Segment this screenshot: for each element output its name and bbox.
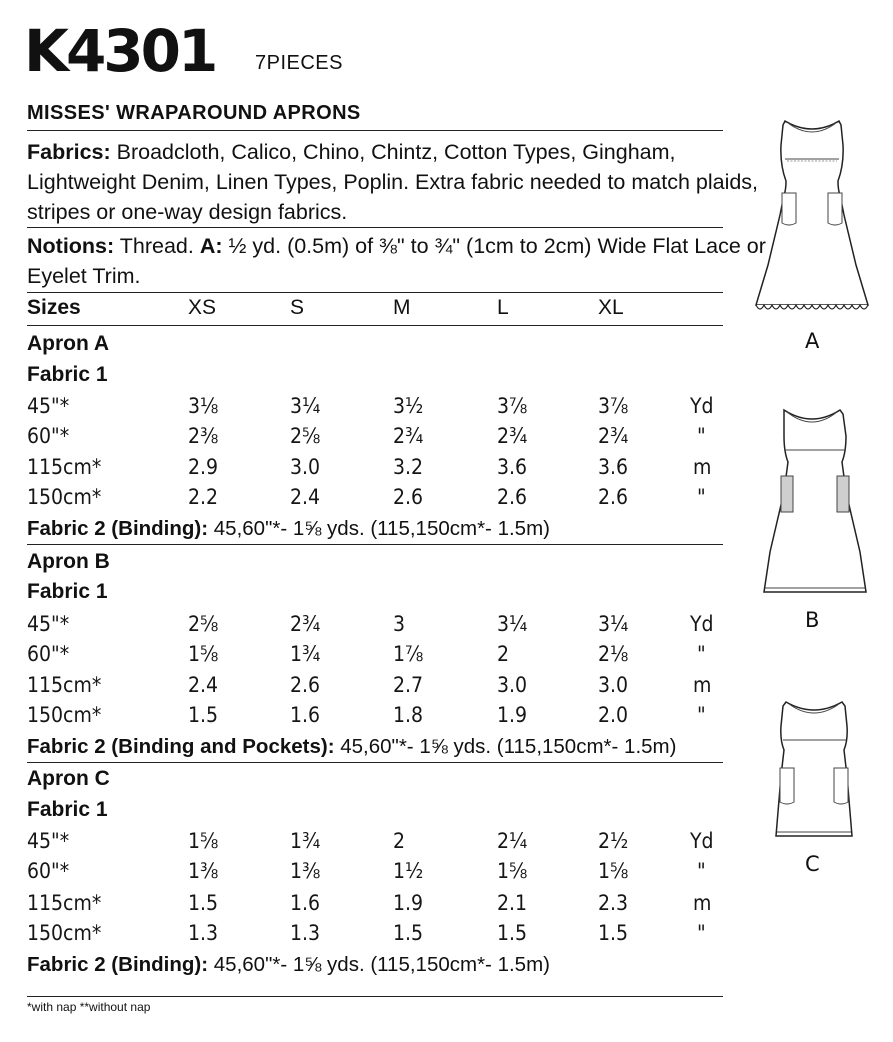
row-width: 45"* [27, 612, 70, 636]
fabrics-line-2: Lightweight Denim, Linen Types, Poplin. Extra fabric needed to match plaids, [27, 170, 759, 194]
footnote: *with nap **without nap [27, 1000, 151, 1014]
size-col-xl: XL [598, 296, 624, 319]
row-width: 150cm* [27, 485, 102, 509]
unit: " [697, 921, 706, 945]
cell: 3¼ [290, 394, 321, 418]
divider [27, 762, 723, 763]
apron-b-fabric2 [27, 732, 676, 762]
divider [27, 325, 723, 326]
divider [27, 130, 723, 131]
cell: 2¼ [497, 829, 528, 853]
size-col-l: L [497, 296, 509, 319]
cell: 3 [393, 612, 406, 636]
row-width: 45"* [27, 394, 70, 418]
cell: 3½ [393, 394, 424, 418]
cell: 1.9 [497, 703, 528, 727]
fabric2-text: 45,60"*- 1⅝ yds. (115,150cm*- 1.5m) [334, 735, 677, 758]
fabric2-label: Fabric 2 (Binding): [27, 517, 209, 540]
cell: 2⅝ [188, 612, 219, 636]
unit: Yd [690, 612, 714, 636]
row-width: 115cm* [27, 673, 102, 697]
row-width: 60"* [27, 424, 70, 448]
cell: 1.5 [598, 921, 629, 945]
cell: 2.3 [598, 891, 629, 915]
fabric2-label: Fabric 2 (Binding): [27, 953, 209, 976]
cell: 1.5 [497, 921, 528, 945]
unit: " [697, 424, 706, 448]
cell: 3.6 [497, 455, 528, 479]
cell: 1⅝ [598, 859, 629, 883]
cell: 1¾ [290, 642, 321, 666]
cell: 2.4 [188, 673, 219, 697]
cell: 2.1 [497, 891, 528, 915]
size-col-m: M [393, 296, 411, 319]
row-width: 60"* [27, 859, 70, 883]
fabric2-label: Fabric 2 (Binding and Pockets): [27, 735, 335, 758]
notions-a-label: A: [199, 234, 223, 258]
apron-c-fabric2 [27, 950, 550, 980]
cell: 2¾ [290, 612, 321, 636]
unit: " [697, 703, 706, 727]
cell: 3.6 [598, 455, 629, 479]
cell: 2.7 [393, 673, 424, 697]
cell: 2⅜ [188, 424, 219, 448]
row-width: 115cm* [27, 455, 102, 479]
cell: 3.2 [393, 455, 424, 479]
cell: 2.6 [290, 673, 321, 697]
unit: Yd [690, 829, 714, 853]
fabrics-line-1 [27, 137, 676, 167]
notions-line-2: Eyelet Trim. [27, 264, 141, 288]
cell: 2.6 [598, 485, 629, 509]
figure-a-label: A [805, 329, 820, 353]
apron-a-fabric1: Fabric 1 [27, 363, 108, 386]
cell: 1⅜ [290, 859, 321, 883]
size-col-xs: XS [188, 296, 217, 319]
unit: " [697, 485, 706, 509]
cell: 2.4 [290, 485, 321, 509]
apron-a-illustration [752, 115, 872, 325]
cell: 1⅝ [188, 642, 219, 666]
apron-b-illustration [762, 402, 872, 600]
cell: 3.0 [290, 455, 321, 479]
cell: 1⅞ [393, 642, 424, 666]
apron-c-fabric1: Fabric 1 [27, 798, 108, 821]
figure-c-label: C [805, 852, 820, 876]
unit: m [693, 455, 712, 479]
divider [27, 227, 723, 228]
cell: 1⅝ [497, 859, 528, 883]
fabrics-text-1: Broadcloth, Calico, Chino, Chintz, Cotton Types, Gingham, [110, 140, 676, 164]
cell: 1.3 [188, 921, 219, 945]
notions-line-1 [27, 231, 766, 261]
cell: 1.8 [393, 703, 424, 727]
unit: m [693, 891, 712, 915]
fabric2-text: 45,60"*- 1⅝ yds. (115,150cm*- 1.5m) [208, 953, 550, 976]
figure-b-label: B [805, 608, 820, 632]
cell: 1.5 [393, 921, 424, 945]
cell: 2.2 [188, 485, 219, 509]
cell: 2⅛ [598, 642, 629, 666]
cell: 2.9 [188, 455, 219, 479]
cell: 1.6 [290, 891, 321, 915]
cell: 2.6 [497, 485, 528, 509]
apron-c-illustration [772, 696, 856, 842]
cell: 2 [393, 829, 406, 853]
divider [27, 996, 723, 997]
fabrics-line-3: stripes or one-way design fabrics. [27, 200, 348, 224]
row-width: 45"* [27, 829, 70, 853]
notions-text-post: ½ yd. (0.5m) of ⅜" to ¾" (1cm to 2cm) Wide Flat Lace or [222, 234, 766, 258]
cell: 1½ [393, 859, 424, 883]
divider [27, 544, 723, 545]
cell: 2.0 [598, 703, 629, 727]
cell: 3.0 [598, 673, 629, 697]
unit: " [697, 642, 706, 666]
divider [27, 292, 723, 293]
fabrics-label: Fabrics: [27, 140, 111, 164]
cell: 3¼ [497, 612, 528, 636]
cell: 3⅞ [598, 394, 629, 418]
cell: 1.6 [290, 703, 321, 727]
sizes-label: Sizes [27, 296, 81, 319]
unit: " [697, 859, 706, 883]
row-width: 115cm* [27, 891, 102, 915]
pattern-number: K4301 [24, 17, 216, 85]
page-title: MISSES' WRAPAROUND APRONS [27, 102, 361, 124]
cell: 1.5 [188, 891, 219, 915]
notions-text-pre: Thread. [114, 234, 200, 258]
cell: 2¾ [497, 424, 528, 448]
cell: 1.5 [188, 703, 219, 727]
cell: 3¼ [598, 612, 629, 636]
cell: 2 [497, 642, 510, 666]
cell: 2⅝ [290, 424, 321, 448]
size-col-s: S [290, 296, 305, 319]
fabric2-text: 45,60"*- 1⅝ yds. (115,150cm*- 1.5m) [208, 517, 550, 540]
cell: 1.9 [393, 891, 424, 915]
notions-label: Notions: [27, 234, 115, 258]
unit: Yd [690, 394, 714, 418]
apron-a-fabric2 [27, 514, 550, 544]
apron-b-heading: Apron B [27, 550, 110, 573]
apron-a-heading: Apron A [27, 332, 110, 355]
pieces-count: 7PIECES [255, 52, 343, 74]
cell: 3.0 [497, 673, 528, 697]
cell: 1.3 [290, 921, 321, 945]
row-width: 150cm* [27, 921, 102, 945]
cell: 3⅞ [497, 394, 528, 418]
cell: 1⅜ [188, 859, 219, 883]
cell: 2¾ [393, 424, 424, 448]
cell: 1⅝ [188, 829, 219, 853]
apron-c-heading: Apron C [27, 767, 110, 790]
cell: 2¾ [598, 424, 629, 448]
row-width: 150cm* [27, 703, 102, 727]
cell: 3⅛ [188, 394, 219, 418]
apron-b-fabric1: Fabric 1 [27, 580, 108, 603]
unit: m [693, 673, 712, 697]
row-width: 60"* [27, 642, 70, 666]
cell: 1¾ [290, 829, 321, 853]
cell: 2.6 [393, 485, 424, 509]
cell: 2½ [598, 829, 629, 853]
